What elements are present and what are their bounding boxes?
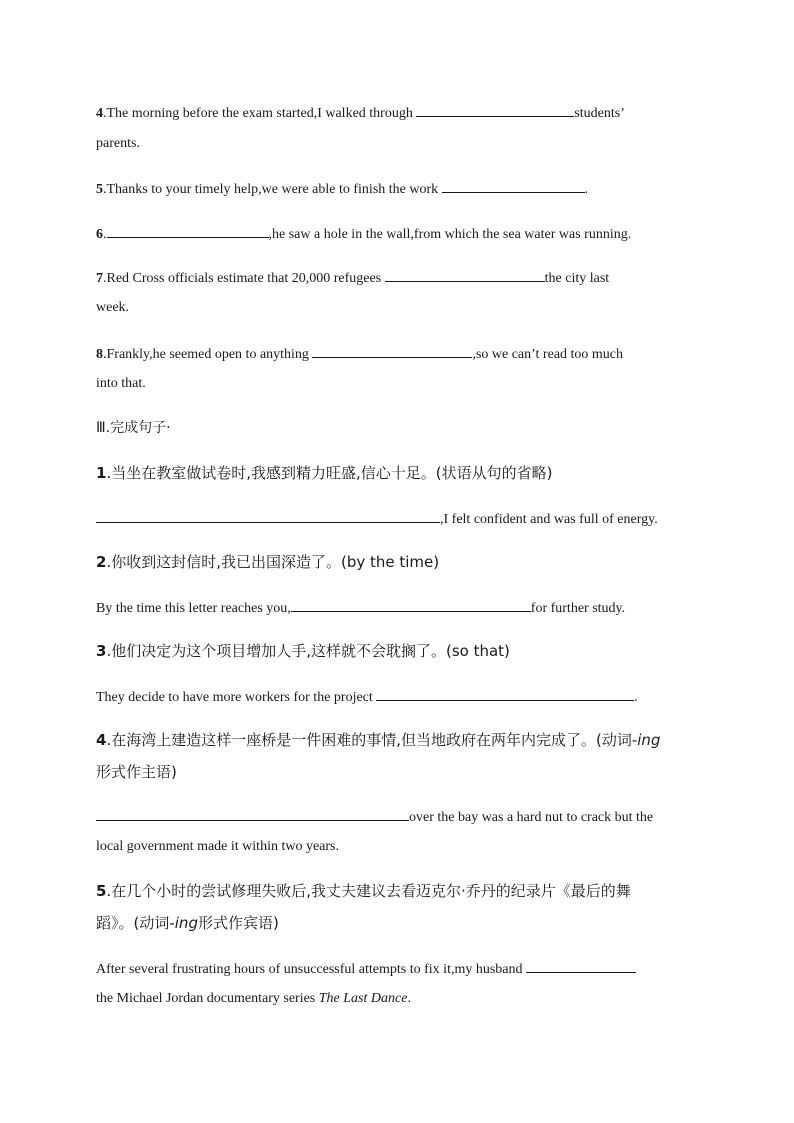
answer-blank[interactable] [96, 509, 440, 523]
answer-text: local government made it within two years. [96, 839, 339, 854]
item-text: parents. [96, 136, 140, 151]
sentence-prompt-italic: ing [637, 731, 661, 749]
item-text: students’ [574, 106, 625, 121]
sentence-4-answer-line2 [96, 838, 339, 856]
sentence-number: 5 [96, 882, 107, 900]
item-text: . [584, 182, 589, 197]
item-4-line1 [96, 103, 625, 123]
item-number: 5 [96, 182, 103, 197]
item-6-line1 [96, 224, 631, 244]
answer-blank[interactable] [385, 268, 545, 282]
item-7-line2 [96, 299, 129, 317]
sentence-1-answer [96, 509, 658, 529]
sentence-5-answer-line2 [96, 990, 411, 1008]
sentence-5-prompt-line2 [96, 914, 279, 932]
item-text: the city last [544, 271, 610, 286]
item-text: into that. [96, 376, 146, 391]
item-8-line1 [96, 344, 623, 364]
section-heading [96, 419, 171, 437]
sentence-prompt-text: .他们决定为这个项目增加人手,这样就不会耽搁了。(so that) [106, 642, 510, 660]
sentence-5-prompt [96, 882, 631, 900]
answer-blank[interactable] [96, 807, 409, 821]
item-text: . [103, 227, 107, 242]
answer-blank[interactable] [442, 179, 585, 193]
sentence-prompt-text: 形式作主语) [96, 763, 177, 781]
answer-text: By the time this letter reaches you, [96, 601, 291, 616]
sentence-prompt-italic: ing [174, 914, 198, 932]
item-text: .The morning before the exam started,I walked through [103, 106, 417, 121]
item-text: .Thanks to your timely help,we were able to finish the work [103, 182, 442, 197]
sentence-3-answer [96, 687, 638, 707]
sentence-prompt-text: .在几个小时的尝试修理失败后,我丈夫建议去看迈克尔·乔丹的纪录片《最后的舞 [106, 882, 631, 900]
answer-text: over the bay was a hard nut to crack but the [409, 810, 654, 825]
sentence-prompt-text: 蹈》。(动词- [96, 914, 175, 932]
item-text: ,so we can’t read too much [472, 347, 624, 362]
answer-text: the Michael Jordan documentary series [96, 991, 319, 1006]
sentence-1-prompt [96, 464, 552, 482]
sentence-number: 3 [96, 642, 107, 660]
item-5-line1 [96, 179, 588, 199]
sentence-prompt-text: 形式作宾语) [197, 914, 279, 932]
answer-blank[interactable] [526, 959, 636, 973]
section-title: Ⅲ.完成句子· [96, 420, 171, 436]
sentence-prompt-text: .当坐在教室做试卷时,我感到精力旺盛,信心十足。(状语从句的省略) [106, 464, 553, 482]
sentence-2-answer [96, 598, 625, 618]
answer-blank[interactable] [416, 103, 574, 117]
sentence-number: 2 [96, 553, 107, 571]
item-number: 6 [96, 227, 103, 242]
answer-text: After several frustrating hours of unsuccessful attempts to fix it,my husband [96, 962, 527, 977]
sentence-5-answer [96, 959, 636, 979]
answer-text: for further study. [530, 601, 626, 616]
answer-text: . [407, 991, 411, 1006]
sentence-4-prompt [96, 731, 660, 749]
answer-text: ,I felt confident and was full of energy. [440, 512, 658, 527]
answer-blank[interactable] [291, 598, 531, 612]
item-8-line2 [96, 375, 146, 393]
answer-blank[interactable] [376, 687, 634, 701]
item-text: .Red Cross officials estimate that 20,000 refugees [103, 271, 385, 286]
answer-text: . [634, 690, 638, 705]
item-4-line2 [96, 135, 140, 153]
item-number: 8 [96, 347, 103, 362]
sentence-3-prompt [96, 642, 510, 660]
answer-text: They decide to have more workers for the project [96, 690, 377, 705]
documentary-title: The Last Dance [318, 991, 408, 1006]
sentence-4-prompt-line2 [96, 763, 177, 781]
answer-blank[interactable] [312, 344, 472, 358]
item-text: .Frankly,he seemed open to anything [103, 347, 313, 362]
item-text: ,he saw a hole in the wall,from which the sea water was running. [268, 227, 632, 242]
sentence-number: 1 [96, 464, 107, 482]
item-number: 4 [96, 106, 103, 121]
sentence-prompt-text: .在海湾上建造这样一座桥是一件困难的事情,但当地政府在两年内完成了。(动词- [106, 731, 638, 749]
item-7-line1 [96, 268, 609, 288]
sentence-4-answer [96, 807, 653, 827]
sentence-prompt-text: .你收到这封信时,我已出国深造了。(by the time) [106, 553, 440, 571]
sentence-2-prompt [96, 553, 439, 571]
item-number: 7 [96, 271, 103, 286]
answer-blank[interactable] [107, 224, 269, 238]
sentence-number: 4 [96, 731, 107, 749]
item-text: week. [96, 300, 130, 315]
